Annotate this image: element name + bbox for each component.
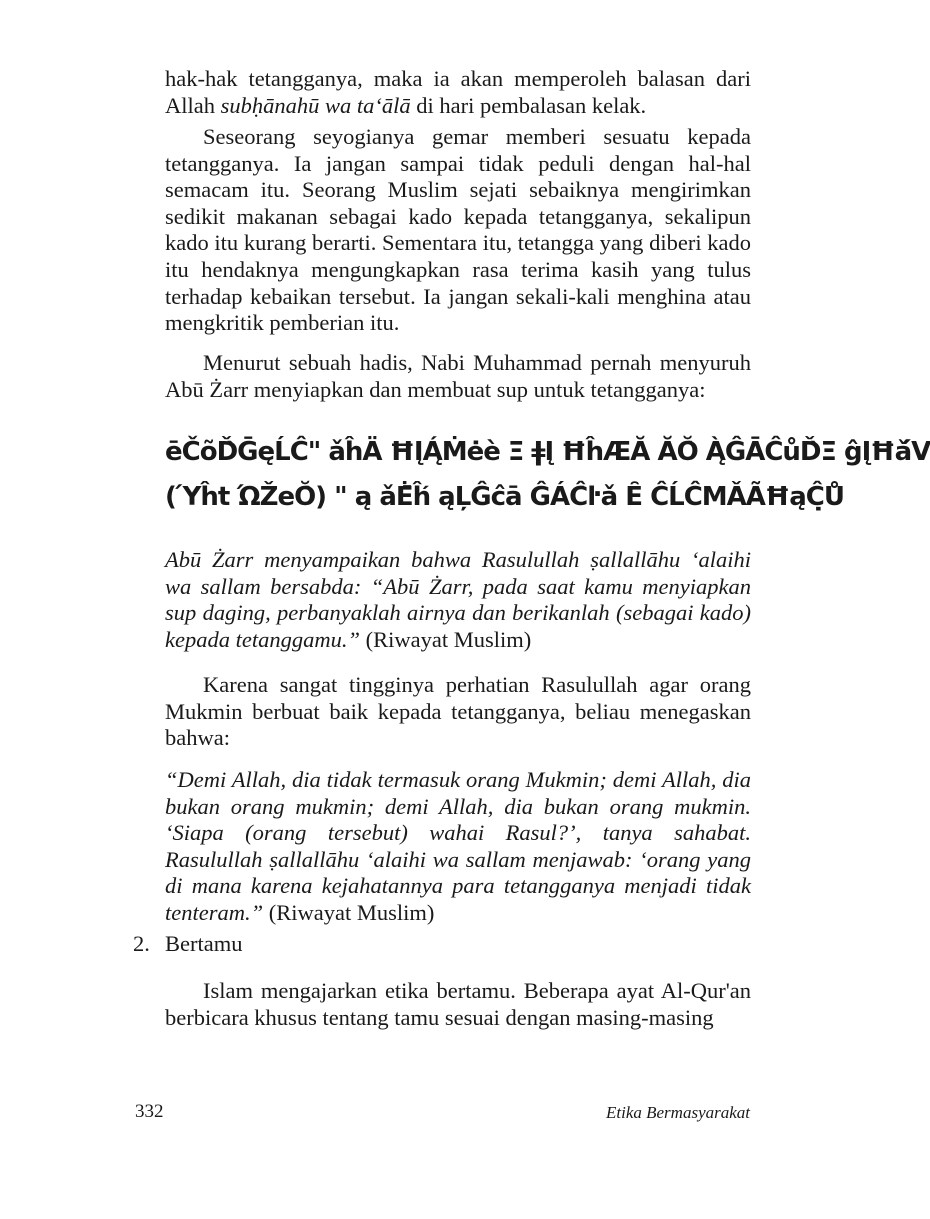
arabic-hadith-line-1: ēČõĎ̀ḠęĹĈ" ǎĥÄ ĦĮĄ́Ṁėè Ξ ǂĮ ĦĥÆĂ ĂŎ̀ Ą̀ĜĀĈůĎ̀Ξ ĝĮĦǎ́V <box>165 437 930 467</box>
hadith-quote-2 <box>165 767 751 927</box>
translation-1-source: (Riwayat Muslim) <box>359 626 532 652</box>
paragraph-4-text: Karena sangat tingginya perhatian Rasulullah agar orang Mukmin berbuat baik kepada tetangganya, beliau menegaskan bahwa: <box>165 672 751 751</box>
page-number: 332 <box>135 1101 164 1122</box>
translation-1-italic: Abū Żarr menyampaikan bahwa Rasulullah ṣallallāhu ‘alaihi wa sallam bersabda: “Abū Żarr, pada saat kamu menyiapkan sup daging, perbanyaklah airnya dan berikanlah (sebagai kado) kepada tetanggamu.” <box>165 547 751 652</box>
paragraph-2-text: Seseorang seyogianya gemar memberi sesuatu kepada tetangganya. Ia jangan sampai tidak peduli dengan hal-hal semacam itu. Seorang Muslim sejati sebaiknya mengirimkan sedikit makanan sebagai kado kepada tetangganya, sekalipun kado itu kurang berarti. Sementara itu, tetangga yang diberi kado itu hendaknya mengungkapkan rasa terima kasih yang tulus terhadap kebaikan tersebut. Ia jangan sekali-kali menghina atau mengkritik pemberian itu. <box>165 124 751 336</box>
running-footer-title: Etika Bermasyarakat <box>606 1103 750 1122</box>
paragraph-1-text: hak-hak tetangganya, maka ia akan memperoleh balasan dari Allah <box>165 66 751 118</box>
section-heading-bertamu <box>133 931 242 957</box>
paragraph-gift-giving <box>165 124 751 337</box>
arabic-hadith-line-2: (Ύĥt ΏŽeŎ̀) " ą ǎĖ̄ĥ́ ąĻĜĉā ĜÁĈ̂ŀǎ Ȇ ĈĹĈMǍÃĦąĈ̣Ů <box>165 482 844 512</box>
hadith-translation-1 <box>165 547 751 653</box>
section-number: 2. <box>133 931 150 956</box>
quote-2-source: (Riwayat Muslim) <box>263 899 435 925</box>
paragraph-emphasis <box>165 672 751 752</box>
quote-2-italic: “Demi Allah, dia tidak termasuk orang Mukmin; demi Allah, dia bukan orang mukmin; demi Allah, dia bukan orang mukmin. ‘Siapa (orang tersebut) wahai Rasul?’, tanya sahabat. Rasulullah ṣallallāhu ‘alaihi wa sallam menjawab: ‘orang yang di mana karena kejahatannya para tetangganya menjadi tidak tenteram.” <box>165 767 751 925</box>
paragraph-5-text: Islam mengajarkan etika bertamu. Beberapa ayat Al-Qur'an berbicara khusus tentang tamu sesuai dengan masing-masing <box>165 978 751 1030</box>
paragraph-1-italic: subḥānahū wa ta‘ālā <box>220 92 411 118</box>
paragraph-continuation <box>165 66 751 119</box>
paragraph-1-text-end: di hari pembalasan kelak. <box>410 92 647 118</box>
section-title: Bertamu <box>165 931 243 956</box>
paragraph-bertamu <box>165 978 751 1031</box>
paragraph-hadith-intro <box>165 350 751 403</box>
paragraph-3-text: Menurut sebuah hadis, Nabi Muhammad pernah menyuruh Abū Żarr menyiapkan dan membuat sup untuk tetangganya: <box>165 350 751 402</box>
